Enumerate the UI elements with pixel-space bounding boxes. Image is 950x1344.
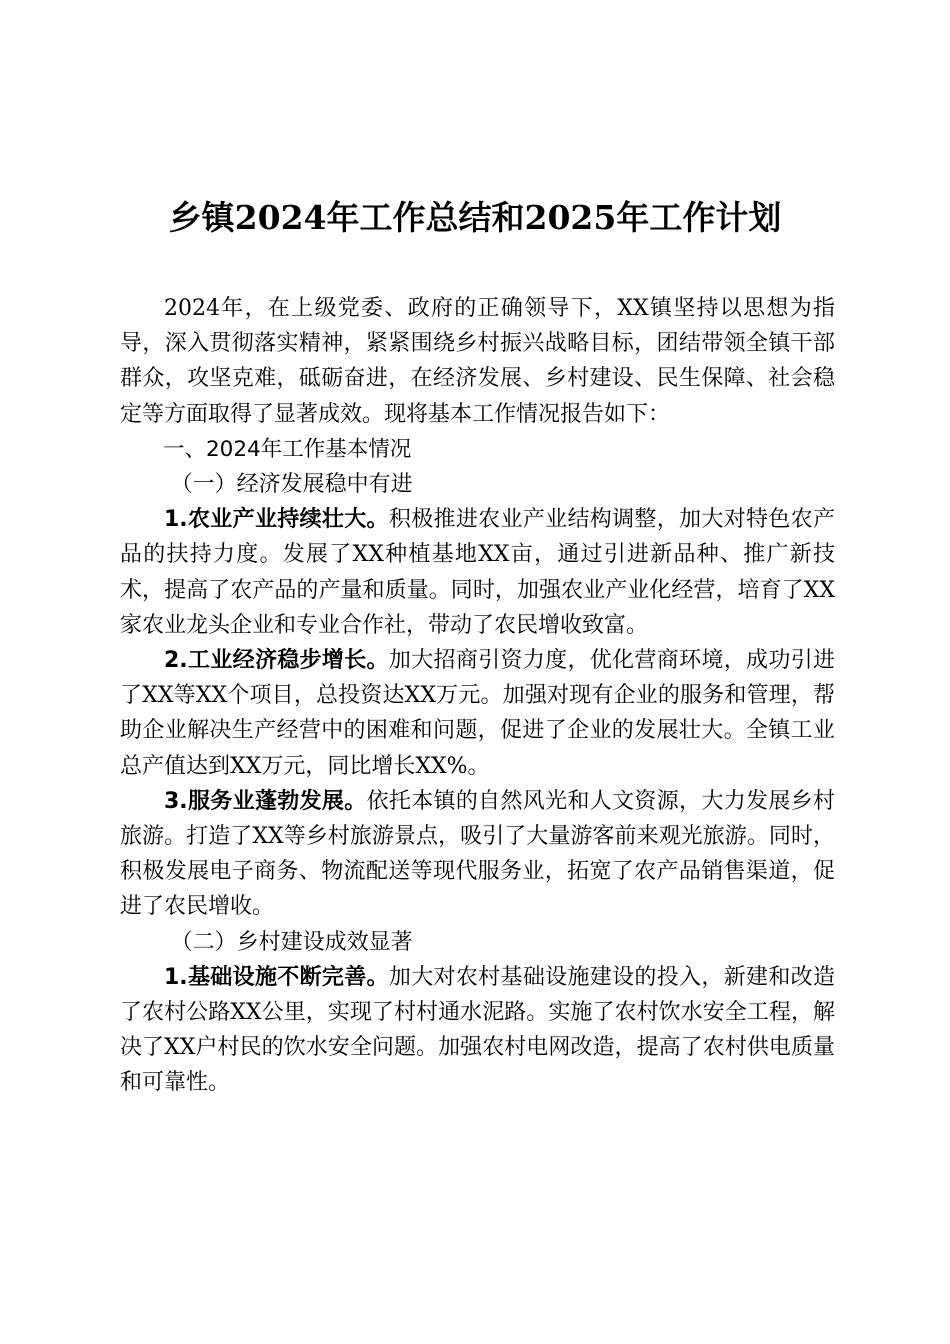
- document-title: 乡镇2024年工作总结和2025年工作计划: [168, 198, 782, 237]
- subsection-heading: （二）乡村建设成效显著: [170, 929, 413, 955]
- paragraph-text: 加大对农村基础设施建设的投入，新建和改造了农村公路XX公里，实现了村村通水泥路。实施了农村饮水安全工程，解决了XX户村民的饮水安全问题。加强农村电网改造，提高了农村供电质量和可靠性。: [120, 964, 835, 1096]
- paragraph-lead: 2.工业经济稳步增长。: [164, 648, 389, 674]
- section-heading: 一、2024年工作基本情况: [163, 436, 412, 462]
- paragraph-services: [120, 784, 835, 925]
- paragraph-text: 积极推进农业产业结构调整，加大对特色农产品的扶持力度。发展了XX种植基地XX亩，通过引进新品种、推广新技术，提高了农产品的产量和质量。同时，加强农业产业化经营，培育了XX家农业龙头企业和专业合作社，带动了农民增收致富。: [120, 507, 835, 638]
- paragraph-text: 加大招商引资力度，优化营商环境，成功引进了XX等XX个项目，总投资达XX万元。加强对现有企业的服务和管理，帮助企业解决生产经营中的困难和问题，促进了企业的发展壮大。全镇工业总产值达到XX万元，同比增长XX%。: [120, 648, 835, 779]
- paragraph-infrastructure: [120, 960, 835, 1101]
- paragraph-agriculture: [120, 502, 835, 643]
- paragraph-lead: 3.服务业蓬勃发展。: [164, 788, 367, 814]
- paragraph-text: 依托本镇的自然风光和人文资源，大力发展乡村旅游。打造了XX等乡村旅游景点，吸引了大量游客前来观光旅游。同时，积极发展电子商务、物流配送等现代服务业，拓宽了农产品销售渠道，促进了农民增收。: [120, 788, 835, 920]
- paragraph-lead: 1.基础设施不断完善。: [164, 964, 389, 990]
- paragraph-industry: [120, 643, 835, 784]
- intro-paragraph: 2024年，在上级党委、政府的正确领导下，XX镇坚持以思想为指导，深入贯彻落实精神，紧紧围绕乡村振兴战略目标，团结带领全镇干部群众，攻坚克难，砥砺奋进，在经济发展、乡村建设、民生保障、社会稳定等方面取得了显著成效。现将基本工作情况报告如下：: [120, 296, 835, 427]
- paragraph-lead: 1.农业产业持续壮大。: [164, 507, 389, 533]
- subsection-heading: （一）经济发展稳中有进: [170, 472, 413, 498]
- document-body: [120, 291, 835, 1101]
